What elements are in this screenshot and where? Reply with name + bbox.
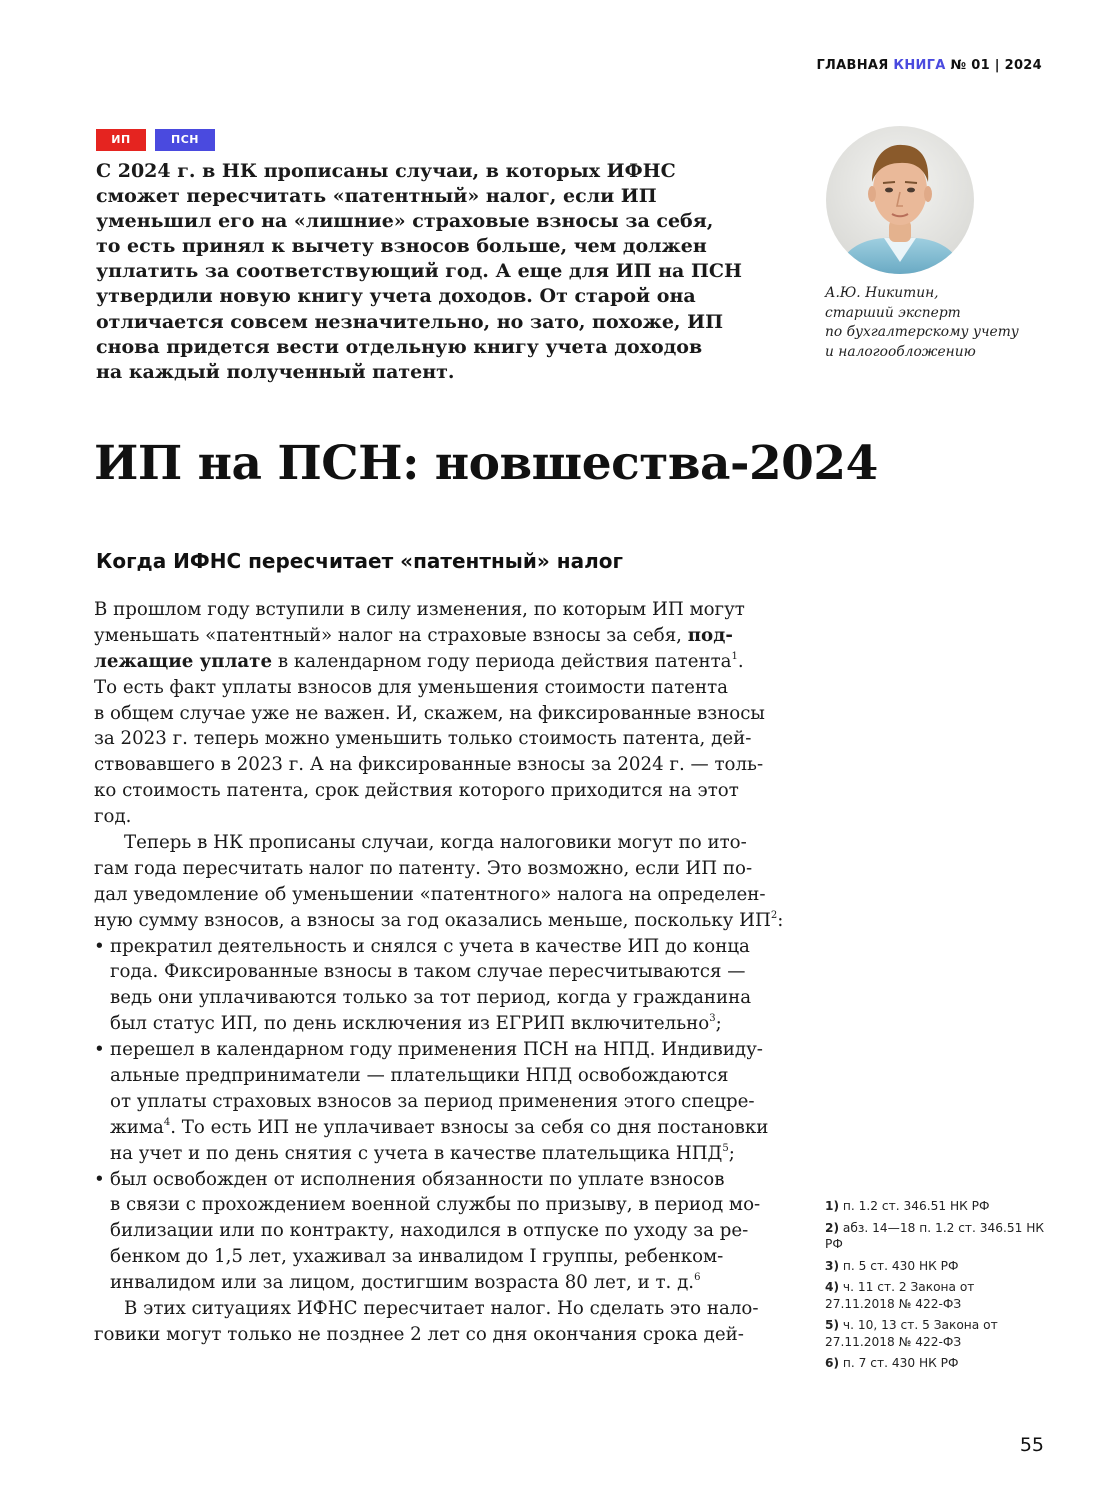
body-line: год. (94, 806, 132, 828)
lead-line: сможет пересчитать «патентный» налог, если ИП (96, 185, 657, 208)
author-caption (825, 284, 1019, 362)
lead-line: С 2024 г. в НК прописаны случаи, в которых ИФНС (96, 160, 676, 182)
page-number: 55 (1019, 1434, 1044, 1456)
topic-tags (96, 129, 215, 151)
author-photo (826, 126, 974, 274)
list-item: • перешел в календарном году применения ПСН на НПД. Индивиду- (94, 1037, 782, 1063)
bullet-icon: • (94, 1039, 105, 1061)
body-line: бенком до 1,5 лет, ухаживал за инвалидом I группы, ребенком- (110, 1246, 724, 1268)
body-line: Теперь в НК прописаны случаи, когда налоговики могут по ито- (124, 832, 747, 854)
footnote-item: 5) ч. 10, 13 ст. 5 Закона от 27.11.2018 № 422-ФЗ (825, 1318, 998, 1349)
lead-line: то есть принял к вычету взносов больше, чем должен (96, 235, 707, 258)
author-name: А.Ю. Никитин, (825, 285, 939, 301)
footnote-ref: 5 (722, 1142, 729, 1154)
footnote-item: 1) п. 1.2 ст. 346.51 НК РФ (825, 1199, 990, 1213)
body-line: ствовавшего в 2023 г. А на фиксированные взносы за 2024 г. — толь- (94, 754, 764, 776)
body-line: был статус ИП, по день исключения из ЕГРИП включительно$^3$; (110, 1013, 722, 1035)
author-role: по бухгалтерскому учету (825, 324, 1019, 340)
body-line: жима$^4$. То есть ИП не уплачивает взносы за себя со дня постановки (110, 1116, 769, 1138)
bullet-icon: • (94, 1168, 105, 1190)
footnotes (825, 1198, 1045, 1377)
section-heading: Когда ИФНС пересчитает «патентный» налог (96, 549, 623, 573)
masthead-title-accent: КНИГА (893, 58, 946, 73)
body-line: билизации или по контракту, находился в отпуске по уходу за ре- (110, 1220, 749, 1242)
body-line: в общем случае уже не важен. И, скажем, на фиксированные взносы (94, 702, 765, 724)
author-role: старший эксперт (825, 304, 961, 321)
body-line: инвалидом или за лицом, достигшим возраста 80 лет, и т. д.$^6$ (110, 1272, 701, 1294)
lead-paragraph (96, 159, 796, 385)
bullet-icon: • (94, 935, 105, 957)
body-line: года. Фиксированные взносы в таком случае пересчитываются — (110, 961, 746, 983)
footnote-item: 3) п. 5 ст. 430 НК РФ (825, 1258, 959, 1273)
body-line: В этих ситуациях ИФНС пересчитает налог. Но сделать это нало- (124, 1298, 759, 1320)
body-line: говики могут только не позднее 2 лет со дня окончания срока дей- (94, 1323, 744, 1345)
body-line: ведь они уплачиваются только за тот период, когда у гражданина (110, 987, 752, 1009)
footnote-item: 4) ч. 11 ст. 2 Закона от 27.11.2018 № 422-ФЗ (825, 1280, 975, 1311)
footnote-item: 6) п. 7 ст. 430 НК РФ (825, 1356, 959, 1370)
masthead-title: ГЛАВНАЯ (816, 58, 894, 73)
lead-line: уменьшил его на «лишние» страховые взносы за себя, (96, 210, 714, 233)
tag-ip: ИП (96, 129, 146, 151)
footnote-ref: 3 (709, 1013, 716, 1025)
lead-line: на каждый полученный патент. (96, 360, 455, 383)
body-line: за 2023 г. теперь можно уменьшить только стоимость патента, дей- (94, 728, 752, 750)
body-line: дал уведомление об уменьшении «патентного» налога на определен- (94, 883, 766, 905)
author-role: и налогообложению (825, 343, 976, 360)
list-item: • был освобожден от исполнения обязанности по уплате взносов (94, 1167, 782, 1193)
body-line: То есть факт уплаты взносов для уменьшения стоимости патента (94, 676, 728, 698)
tag-psn: ПСН (155, 129, 215, 151)
author-portrait-image (826, 126, 974, 274)
body-line: от уплаты страховых взносов за период применения этого спецре- (110, 1090, 755, 1112)
body-line: гам года пересчитать налог по патенту. Это возможно, если ИП по- (94, 857, 753, 879)
bold-phrase: под- (687, 624, 733, 646)
body-line: в связи с прохождением военной службы по призыву, в период мо- (110, 1194, 761, 1216)
lead-line: утвердили новую книгу учета доходов. От старой она (96, 285, 696, 308)
magazine-masthead (816, 58, 1042, 73)
body-line: на учет и по день снятия с учета в качестве плательщика НПД$^5$; (110, 1142, 735, 1164)
lead-line: уплатить за соответствующий год. А еще для ИП на ПСН (96, 260, 742, 283)
body-line: альные предприниматели — плательщики НПД освобождаются (110, 1065, 729, 1087)
footnote-item: 2) абз. 14—18 п. 1.2 ст. 346.51 НК РФ (825, 1220, 1045, 1251)
footnote-ref: 2 (770, 909, 778, 921)
list-item: • прекратил деятельность и снялся с учета в качестве ИП до конца (94, 934, 782, 960)
footnote-ref: 1 (731, 650, 738, 662)
body-line: лежащие уплате в календарном году периода действия патента$^1$. (94, 650, 744, 672)
footnote-ref: 4 (163, 1116, 171, 1128)
footnote-ref: 6 (694, 1272, 701, 1284)
body-line: ко стоимость патента, срок действия которого приходится на этот (94, 780, 739, 802)
body-line: уменьшать «патентный» налог на страховые взносы за себя, под- (94, 624, 733, 646)
body-line: ную сумму взносов, а взносы за год оказались меньше, поскольку $ИП^2$: (94, 909, 784, 931)
bold-phrase: лежащие уплате (94, 650, 273, 672)
body-line: В прошлом году вступили в силу изменения, по которым ИП могут (94, 599, 745, 620)
lead-line: отличается совсем незначительно, но зато, похоже, ИП (96, 310, 724, 333)
lead-line: снова придется вести отдельную книгу учета доходов (96, 335, 703, 358)
masthead-issue: № 01 | 2024 (945, 58, 1042, 73)
article-body (94, 597, 782, 1348)
article-title: ИП на ПСН: новшества-2024 (94, 436, 878, 491)
